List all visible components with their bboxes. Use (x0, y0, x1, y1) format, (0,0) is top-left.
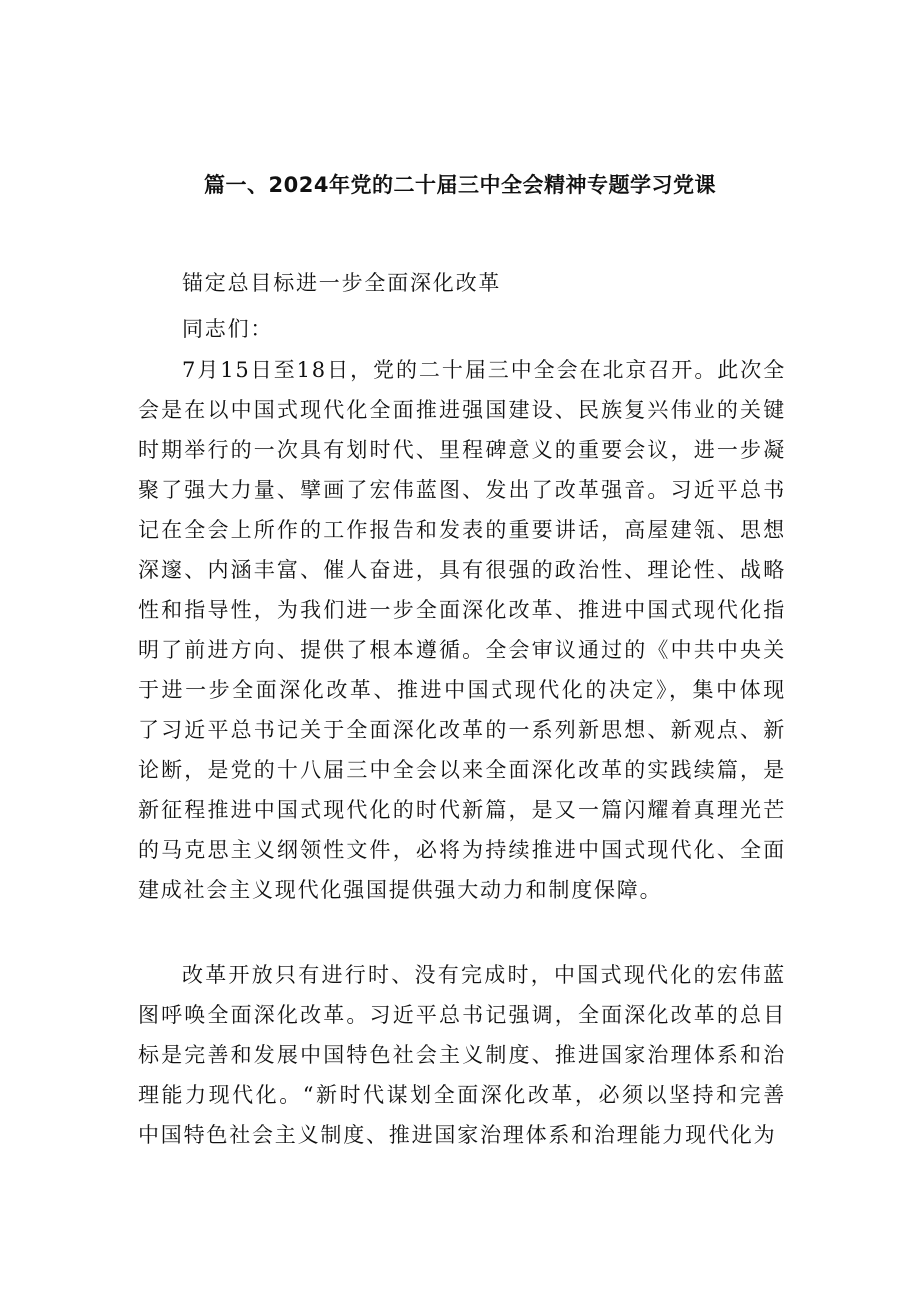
body-paragraph-1: 7月15日至18日，党的二十届三中全会在北京召开。此次全会是在以中国式现代化全面推进强国建设、民族复兴伟业的关键时期举行的一次具有划时代、里程碑意义的重要会议，进一步凝聚了强大力量、擘画了宏伟蓝图、发出了改革强音。习近平总书记在全会上所作的工作报告和发表的重要讲话，高屋建瓴、思想深邃、内涵丰富、催人奋进，具有很强的政治性、理论性、战略性和指导性，为我们进一步全面深化改革、推进中国式现代化指明了前进方向、提供了根本遵循。全会审议通过的《中共中央关于进一步全面深化改革、推进中国式现代化的决定》，集中体现了习近平总书记关于全面深化改革的一系列新思想、新观点、新论断，是党的十八届三中全会以来全面深化改革的实践续篇，是新征程推进中国式现代化的时代新篇，是又一篇闪耀着真理光芒的马克思主义纲领性文件，必将为持续推进中国式现代化、全面建成社会主义现代化强国提供强大动力和制度保障。 (138, 358, 786, 902)
greeting: 同志们： (182, 317, 274, 341)
document-subtitle: 锚定总目标进一步全面深化改革 (182, 271, 502, 295)
document-title: 篇一、2024年党的二十届三中全会精神专题学习党课 (204, 173, 716, 197)
body-paragraph-2: 改革开放只有进行时、没有完成时，中国式现代化的宏伟蓝图呼唤全面深化改革。习近平总书记强调，全面深化改革的总目标是完善和发展中国特色社会主义制度、推进国家治理体系和治理能力现代化。“新时代谋划全面深化改革，必须以坚持和完善中国特色社会主义制度、推进国家治理体系和治理能力现代化为 (138, 963, 786, 1147)
